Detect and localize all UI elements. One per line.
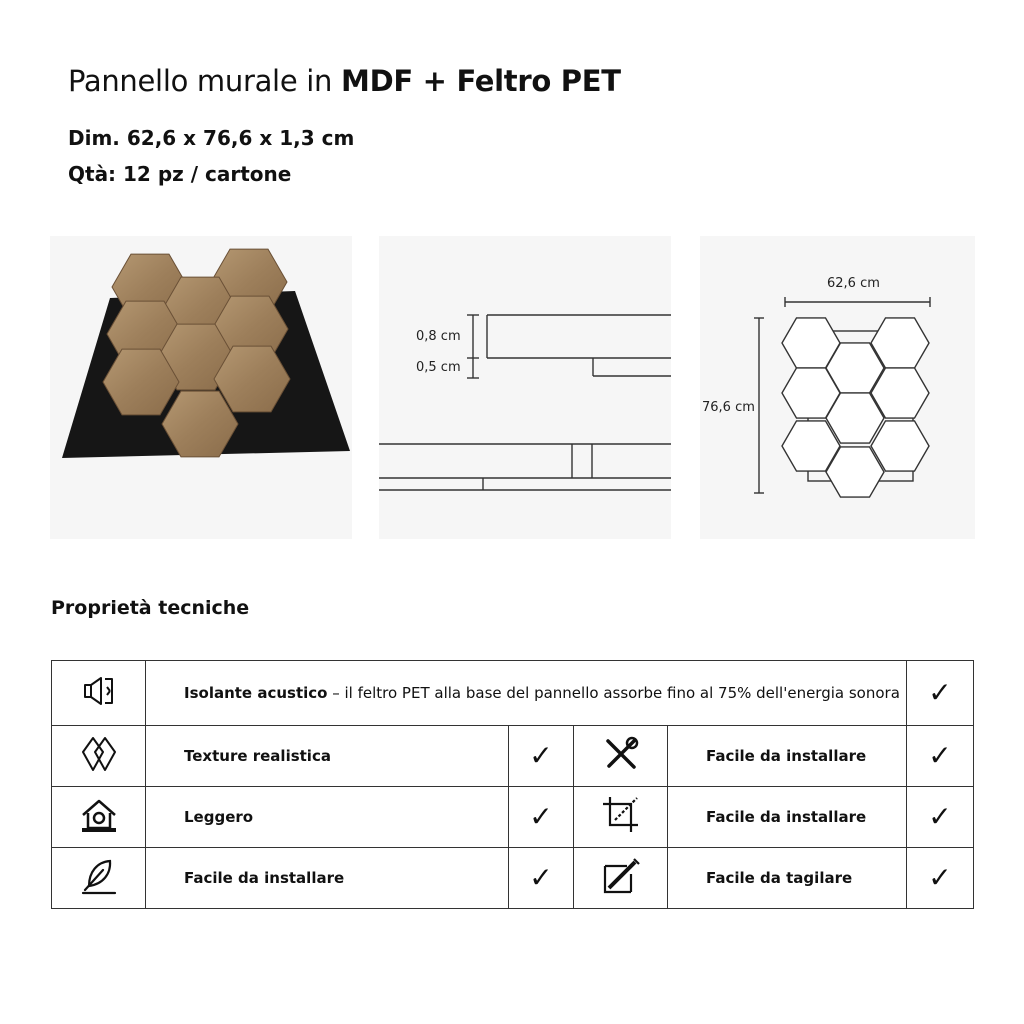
product-photo <box>50 236 352 539</box>
texture-icon <box>79 734 119 774</box>
profile-drawing <box>379 236 671 539</box>
acoustic-property <box>146 661 907 726</box>
hexagon-panel-illustration <box>50 236 352 539</box>
section-title: Proprietà tecniche <box>51 597 250 619</box>
house-icon <box>79 795 119 835</box>
check-icon: ✓ <box>928 739 952 772</box>
property-right: Facile da tagilare <box>668 848 907 909</box>
table-row <box>52 787 974 848</box>
thickness-label-bottom: 0,5 cm <box>416 360 461 375</box>
check-icon: ✓ <box>928 676 952 709</box>
crop-icon <box>601 795 641 835</box>
check-icon: ✓ <box>928 861 952 894</box>
check-icon: ✓ <box>529 861 553 894</box>
acoustic-desc: – il feltro PET alla base del pannello assorbe fino al 75% dell'energia sonora <box>327 684 900 702</box>
cutting-icon-cell <box>574 848 668 909</box>
texture-icon-cell <box>52 726 146 787</box>
property-left: Texture realistica <box>146 726 509 787</box>
tools-icon <box>601 734 641 774</box>
dimension-drawing <box>700 236 975 539</box>
check-cell <box>907 661 974 726</box>
check-cell <box>907 787 974 848</box>
properties-table <box>51 660 974 909</box>
property-right: Facile da installare <box>668 726 907 787</box>
property-left: Facile da installare <box>146 848 509 909</box>
height-label: 76,6 cm <box>702 400 755 415</box>
property-right: Facile da installare <box>668 787 907 848</box>
thickness-label-top: 0,8 cm <box>416 329 461 344</box>
table-row <box>52 848 974 909</box>
width-label: 62,6 cm <box>827 276 880 291</box>
title-prefix: Pannello murale in <box>68 64 342 98</box>
crop-icon-cell <box>574 787 668 848</box>
dimensions-text: Dim. 62,6 x 76,6 x 1,3 cm <box>68 126 355 150</box>
property-left: Leggero <box>146 787 509 848</box>
check-cell <box>509 726 574 787</box>
table-row <box>52 726 974 787</box>
page-title <box>68 64 621 98</box>
check-cell <box>509 848 574 909</box>
check-icon: ✓ <box>529 739 553 772</box>
profile-lines <box>379 236 671 539</box>
feather-icon-cell <box>52 848 146 909</box>
speaker-icon <box>79 671 119 711</box>
tools-icon-cell <box>574 726 668 787</box>
quantity-text: Qtà: 12 pz / cartone <box>68 162 292 186</box>
check-cell <box>509 787 574 848</box>
cutting-icon <box>601 856 641 896</box>
table-row <box>52 661 974 726</box>
check-icon: ✓ <box>928 800 952 833</box>
speaker-icon-cell <box>52 661 146 726</box>
feather-icon <box>79 856 119 896</box>
check-cell <box>907 726 974 787</box>
check-cell <box>907 848 974 909</box>
check-icon: ✓ <box>529 800 553 833</box>
title-bold: MDF + Feltro PET <box>341 64 621 98</box>
house-icon-cell <box>52 787 146 848</box>
acoustic-title: Isolante acustico <box>184 684 328 702</box>
